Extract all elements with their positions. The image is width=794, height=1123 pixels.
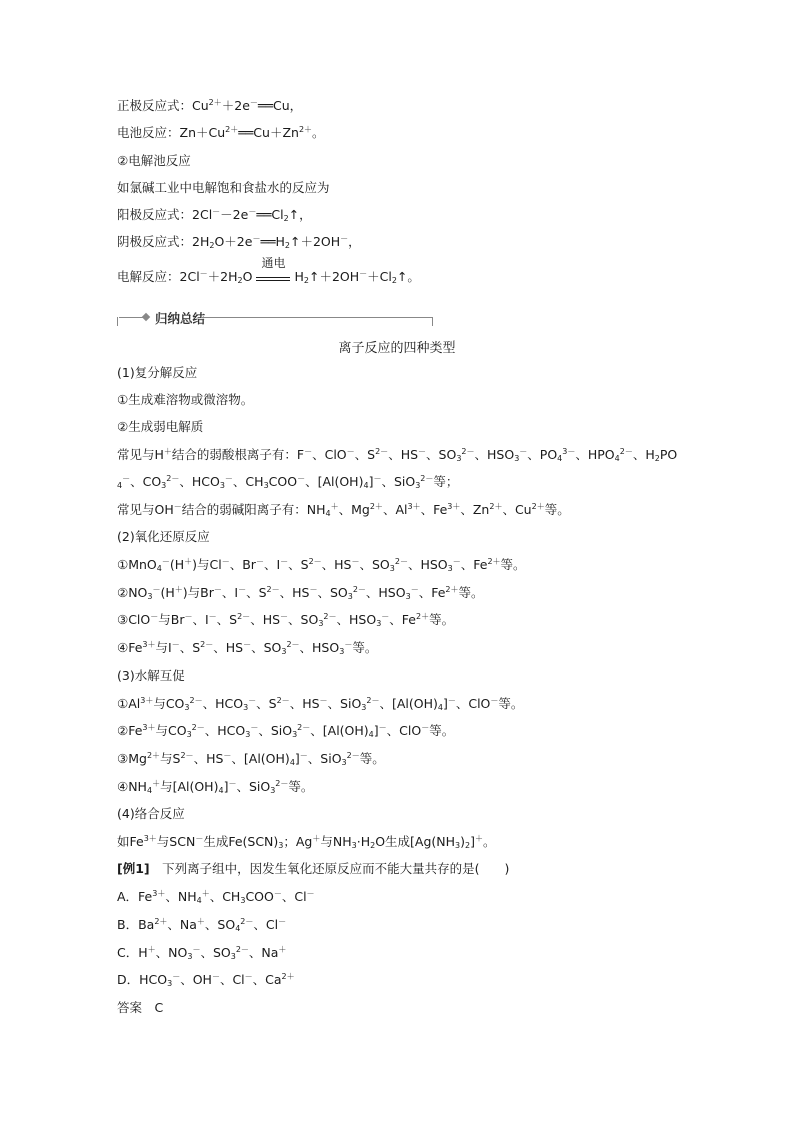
- answer-line: 答案 C: [117, 1000, 164, 1015]
- example-tag: [例1]: [117, 861, 150, 876]
- type-2-heading: (2)氧化还原反应: [117, 529, 210, 544]
- type-4-heading: (4)络合反应: [117, 806, 185, 821]
- anode-equation: 阳极反应式：$2Cl^--2e^-══Cl_2↑$，: [117, 207, 312, 223]
- hydrolysis-item-1: $①Al^{3+}$与$CO_3^{2-}$、$HCO_3^-$、$S^{2-}$、HS－、SiO$_3^{2-}$、$[Al(OH)_4]^-$、ClO－等。: [117, 696, 524, 712]
- electrolysis-heading: ②电解池反应: [117, 153, 191, 168]
- example-question: [例1] 下列离子组中，因发生氧化还原反应而不能大量共存的是( ): [117, 861, 510, 876]
- option-d: D．$HCO_3^-$、OH－、Cl－、$Ca^{2+}$: [117, 972, 295, 988]
- weak-acid-anions: 常见与H＋结合的弱酸根离子有：F－、ClO－、$S^{2-}$、HS－、$SO_3^{2-}$、$HSO_3^-$、$PO_4^{3-}$、$HPO_4^{2-}$、$H_2PO$: [117, 447, 678, 463]
- section-title: 离子反应的四种类型: [338, 341, 456, 356]
- weak-acid-anions-cont: $_4$－、$CO_3^{2-}$、$HCO_3^-$、$CH_3COO^-$、$[Al(OH)_4]^-$、SiO$_3^{2-}$等；: [117, 474, 459, 490]
- hydrolysis-item-4: $④NH_4^+$与$[Al(OH)_4]^-$、SiO$_3^{2-}$等。: [117, 779, 314, 795]
- banner-title: 归纳总结: [155, 311, 206, 326]
- cathode2-equation: 阴极反应式：$2H_2O+2e^-══H_2↑+2OH^-$，: [117, 234, 361, 250]
- battery-equation: 电池反应：$Zn+Cu^{2+}══Cu+Zn^{2+}$。: [117, 125, 325, 140]
- electrolysis-equation: 电解反应：$2Cl^-+2H_2O$ 通电 $H_2↑+2OH^-+Cl_2↑$。: [117, 256, 420, 285]
- redox-item-4: $④Fe^{3+}$与I－、$S^{2-}$、HS－、$SO_3^{2-}$、$HSO_3^-$等。: [117, 640, 378, 656]
- diamond-icon: [142, 313, 150, 321]
- hydrolysis-item-3: $③Mg^{2+}$与$S^{2-}$、HS－、$[Al(OH)_4]^-$、SiO$_3^{2-}$等。: [117, 751, 385, 767]
- type-3-heading: (3)水解互促: [117, 668, 185, 683]
- type-1-item-1: ①生成难溶物或微溶物。: [117, 392, 254, 407]
- weak-base-cations: 常见与OH－结合的弱碱阳离子有：$NH_4^+$、$Mg^{2+}$、$Al^{3+}$、$Fe^{3+}$、$Zn^{2+}$、$Cu^{2+}$等。: [117, 502, 570, 518]
- answer-value: C: [154, 1000, 164, 1015]
- option-c: C．H＋、$NO_3^-$、$SO_3^{2-}$、Na＋: [117, 945, 287, 961]
- hydrolysis-item-2: $②Fe^{3+}$与$CO_3^{2-}$、$HCO_3^-$、SiO$_3^{2-}$、$[Al(OH)_4]^-$、ClO－等。: [117, 723, 455, 739]
- redox-item-3: ③ClO－与Br－、I－、$S^{2-}$、HS－、$SO_3^{2-}$、$HSO_3^-$、$Fe^{2+}$等。: [117, 612, 455, 628]
- type-1-item-2: ②生成弱电解质: [117, 419, 204, 434]
- type-1-heading: (1)复分解反应: [117, 365, 198, 380]
- cathode-equation: 正极反应式：$Cu^{2+}+2e^-══Cu$，: [117, 98, 303, 113]
- summary-banner: [117, 308, 433, 326]
- redox-item-2: $②NO_3^-(H^+)$与Br－、I－、$S^{2-}$、HS－、$SO_3^{2-}$、$HSO_3^-$、$Fe^{2+}$等。: [117, 585, 484, 601]
- redox-item-1: ①MnO$_4$－(H＋)与Cl－、Br－、I－、$S^{2-}$、HS－、$SO_3^{2-}$、$HSO_3^-$、$Fe^{2+}$等。: [117, 557, 526, 573]
- option-a: A．$Fe^{3+}$、$NH_4^+$、$CH_3COO^-$、Cl－: [117, 889, 315, 905]
- electrolysis-condition: 通电: [256, 270, 290, 281]
- chlor-alkali-intro: 如氯碱工业中电解饱和食盐水的反应为: [117, 180, 330, 195]
- option-b: B．$Ba^{2+}$、Na＋、$SO_4^{2-}$、Cl－: [117, 917, 287, 933]
- complex-example: 如$Fe^{3+}$与SCN－生成$Fe(SCN)_3$；Ag＋与$NH_3\cdot H_2O$生成$[Ag(NH_3)_2]^+$。: [117, 834, 496, 850]
